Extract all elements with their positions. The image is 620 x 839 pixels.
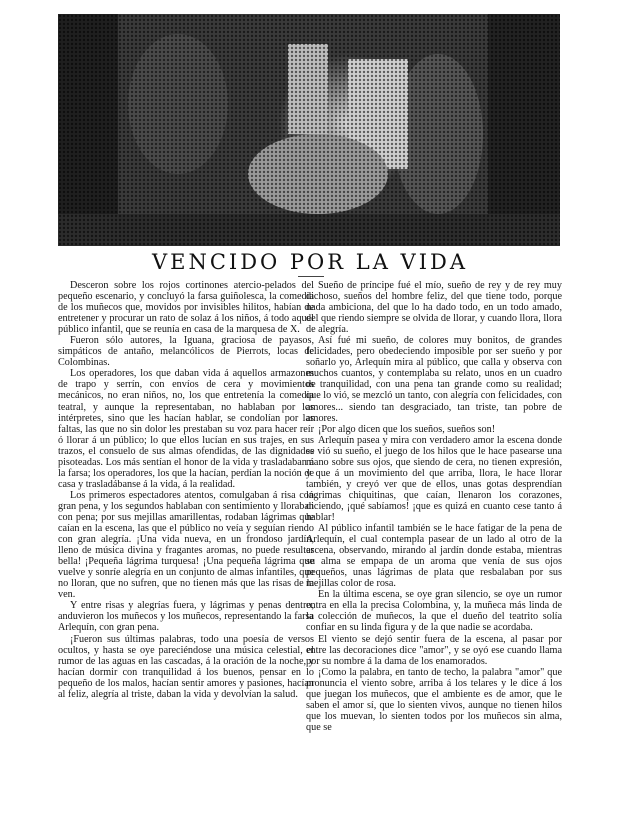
paragraph: Y entre risas y alegrías fuera, y lágrimas y penas dentro, anduvieron los muñecos y los muñecos, representando la farsa Arlequín, con gran pena. [58,600,314,634]
paragraph: ¡Fueron sus últimas palabras, todo una poesía de versos ocultos, y hasta se oye pareciéndose una música celestial, el rumor de las aguas en las cascadas, á la oración de la noche, y hacían dormir con tranquilidad á los buenos, pensar en lo pequeño de los malos, hacían sentir amores y pasiones, hacían al feliz, alegría al triste, daban la vida y devolvían la salud. [58,633,314,700]
paragraph: Así fué mi sueño, de colores muy bonitos, de grandes felicidades, pero obedeciendo imposible por ser sueño y por soñarlo yo, Arlequín mira al público, que calla y observa con muchos cuantos, y contemplaba su relato, unos en un cuadro de tranquilidad, con una pena tan grande como su realidad; que lo vió, se mezcló un tanto, con alegría con felicidades, con amores... siendo tan desgraciado, tan triste, tan pobre de amores. [306,335,562,424]
paragraph: Los operadores, los que daban vida á aquellos armazones de trapo y serrín, con envíos de cera y movimientos mecánicos, no eran niños, no, los que entretenía la comedia teatral, y aunque la representaban, no hablaban por los intérpretes, sino que les hacían hablar, se condolían por las faltas, las que no sin dolor les prestaban su voz para hacer reír ó llorar á un público; lo que ellos lucían en sus trajes, en sus trazos, el consuelo de sus almas ofendidas, de las dignidades pisoteadas. Los más sentían el honor de la vida y trasladaban á la farsa; los operadores, los que la hacían, perdían la noción de casa y trasladábanse á la vida, á la realidad. [58,368,314,490]
paragraph: Arlequín pasea y mira con verdadero amor la escena donde se vió su sueño, el juego de los hilos que le hace pasearse una mano sobre sus ojos, que siendo de cera, no tienen expresión, y que á un movimiento del que arriba, llora, le hace llorar también, y creyó ver que de ellos, unas gotas desprendían lágrimas chiquitinas, que caían, llenaron los corazones, diciendo, ¡qué sabíamos! ¡que es quizá en cuanto cese tanto á hablar! [306,434,562,523]
title-divider [298,276,324,277]
left-column [58,280,314,700]
paragraph: ¡Como la palabra, en tanto de techo, la palabra "amor" que pronuncia el viento sobre, arriba á los telares y le dice á los que juegan los muñecos, que el ambiente es de amor, que le saben el amor sí, que lo sienten vivos, aunque no tienen hilos que los muevan, lo sienten todos por los muñecos sin alma, que se [306,666,562,733]
paragraph: Los primeros espectadores atentos, comulgaban á risa con gran pena, y los segundos hablaban con sentimiento y lloraban con pena; por sus mejillas amarillentas, rodaban lágrimas que caían en la escena, las que el público no veía y seguían riendo con gran alegría. ¡Una vida nueva, en un frondoso jardín, lleno de música divina y fragantes aromas, no puede resultar bella! ¡Pequeña lágrima turquesa! ¡Una pequeña lágrima que vuelve y sonríe alegría en un conjunto de almas infantiles, que no lloran, que no sufren, que no tienen más que las risas de la ven. [58,489,314,601]
paragraph: Fueron sólo autores, la Iguana, graciosa de payasos, simpáticos de antaño, melancólicos de Pierrots, locas de Colombinas. [58,335,314,369]
paragraph: Desceron sobre los rojos cortinones atercio-pelados del pequeño escenario, y concluyó la farsa guiñolesca, la comedia de los muñecos que, movidos por invisibles hilitos, habían de entretener y procurar un rato de solaz á los niños, á todo aquel público infantil, que se reunía en casa de la marquesa de X. [58,280,314,336]
paragraph: Sueño de príncipe fué el mío, sueño de rey y de rey muy dichoso, sueños del hombre feliz, del que tiene todo, porque nada ambiciona, del que lo ha dado todo, en un todo amado, del que riendo siempre se olvida de llorar, y cuando llora, llora de alegría. [306,280,562,336]
article-title: VENCIDO POR LA VIDA [151,250,469,274]
paragraph: El viento se dejó sentir fuera de la escena, al pasar por entre las decoraciones dice "amor", y se oyó ese cuando llama por su nombre á la dama de los enamorados. [306,633,562,667]
stage-photo [58,14,560,246]
stage-photo-icon [58,14,560,246]
paragraph: Al público infantil también se le hace fatigar de la pena de Arlequín, el cual contempla pasear de un lado al otro de la escena, observando, mirando al jardín donde estaba, mientras su alma se empapa de un aroma que venía de sus ojos pequeños, unas lágrimas de plata que resbalaban por sus mejillas color de rosa. [306,523,562,590]
paragraph: ¡Por algo dicen que los sueños, sueños son! [318,423,496,435]
paragraph: En la última escena, se oye gran silencio, se oye un rumor entra en ella la precisa Colombina, y, la muñeca más linda de la colección de muñecos, la que el dueño del teatrito solía confiar en su linda figura y de la que nadie se acordaba. [306,589,562,634]
right-column [306,280,562,733]
